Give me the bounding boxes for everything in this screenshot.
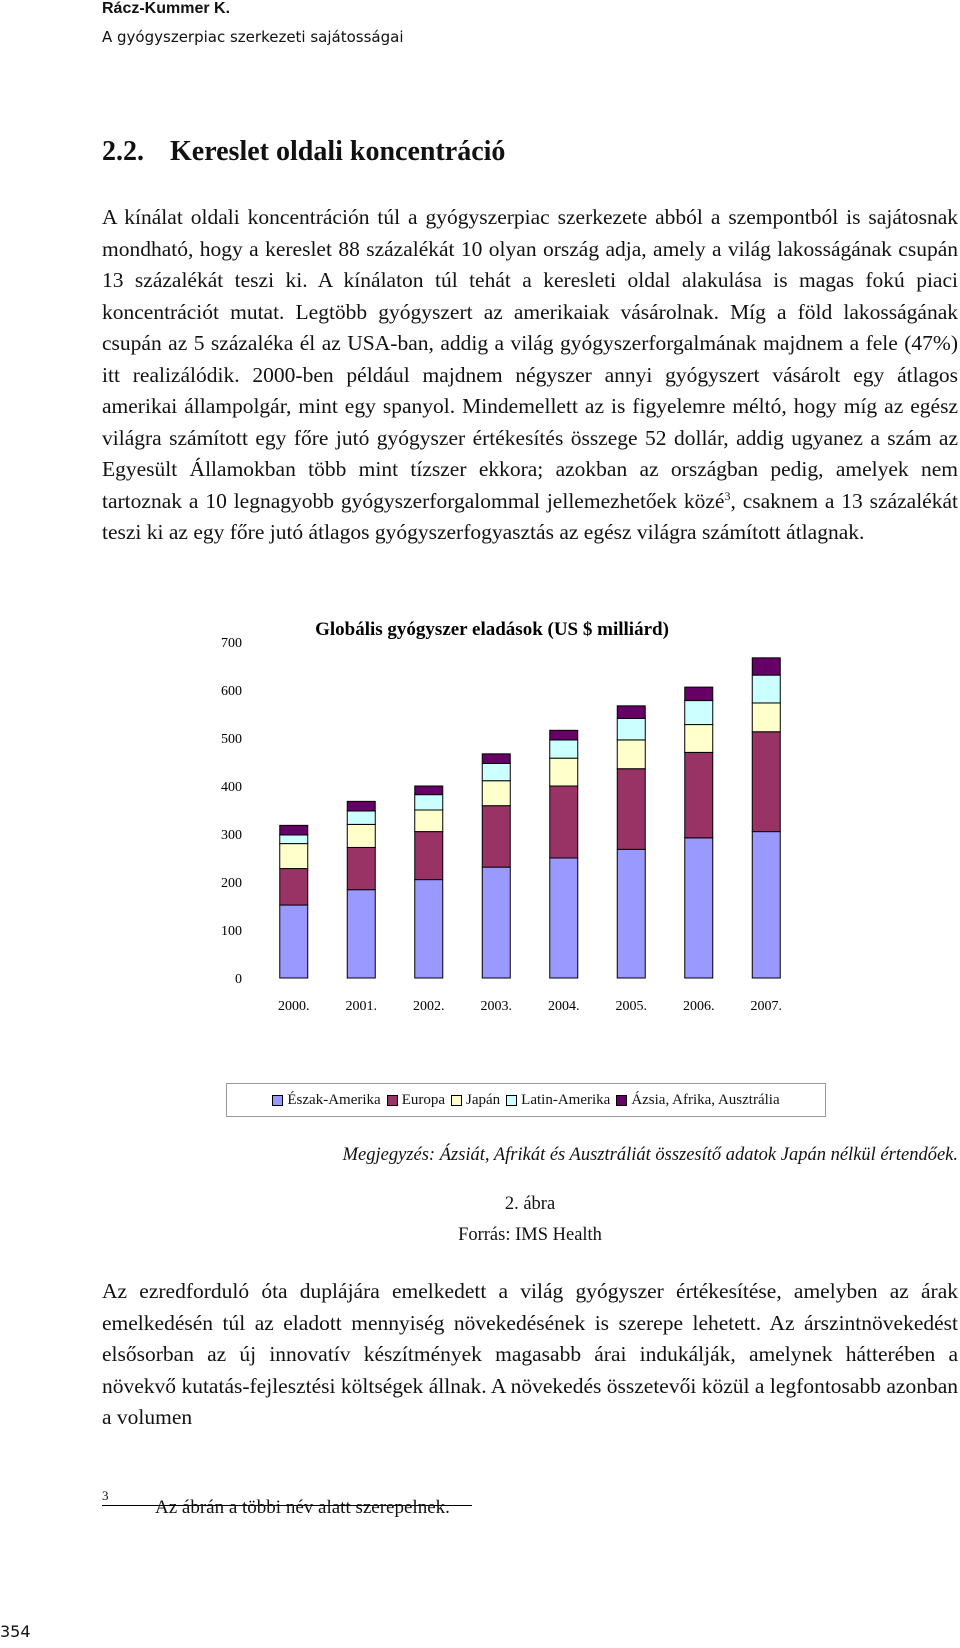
bar-segment bbox=[280, 835, 308, 844]
legend-item bbox=[506, 1092, 610, 1109]
legend-swatch bbox=[506, 1095, 517, 1106]
bar-segment bbox=[280, 905, 308, 978]
legend-item bbox=[616, 1092, 779, 1109]
x-tick-label: 2001. bbox=[345, 999, 377, 1014]
bar-segment bbox=[752, 832, 780, 978]
header-title: A gyógyszerpiac szerkezeti sajátosságai bbox=[102, 28, 404, 46]
bar-segment bbox=[347, 847, 375, 889]
bar-segment bbox=[685, 725, 713, 753]
legend-item bbox=[451, 1092, 500, 1109]
x-tick-label: 2003. bbox=[480, 999, 512, 1014]
footnote-text: Az ábrán a többi név alatt szerepelnek. bbox=[155, 1497, 450, 1518]
bar-segment bbox=[280, 869, 308, 905]
legend-swatch bbox=[387, 1095, 398, 1106]
bar-segment bbox=[347, 890, 375, 978]
section-title: Kereslet oldali koncentráció bbox=[170, 136, 506, 167]
bar-segment bbox=[685, 752, 713, 837]
bar-segment bbox=[617, 849, 645, 978]
bar-segment bbox=[617, 740, 645, 769]
bar-segment bbox=[550, 740, 578, 758]
legend-label: Latin-Amerika bbox=[521, 1091, 611, 1108]
bar-segment bbox=[685, 687, 713, 700]
bar-segment bbox=[415, 795, 443, 810]
legend-label: Japán bbox=[466, 1091, 501, 1108]
bar-segment bbox=[347, 801, 375, 811]
x-tick-label: 2002. bbox=[413, 999, 445, 1014]
page-number: 354 bbox=[0, 1622, 31, 1641]
bar-segment bbox=[415, 832, 443, 880]
bar-segment bbox=[482, 806, 510, 867]
figure-source: Forrás: IMS Health bbox=[458, 1225, 602, 1245]
header-author: Rácz-Kummer K. bbox=[102, 0, 231, 17]
legend-item bbox=[387, 1092, 445, 1109]
bar-segment bbox=[617, 706, 645, 718]
bar-segment bbox=[280, 825, 308, 835]
x-tick-label: 2006. bbox=[683, 999, 715, 1014]
bar-segment bbox=[550, 858, 578, 978]
bar-segment bbox=[415, 786, 443, 795]
bar-segment bbox=[617, 769, 645, 850]
chart-title: Globális gyógyszer eladások (US $ milliárd) bbox=[315, 620, 669, 640]
x-tick-label: 2000. bbox=[278, 999, 310, 1014]
bar-segment bbox=[415, 880, 443, 978]
bar-segment bbox=[482, 867, 510, 978]
legend-item bbox=[272, 1092, 380, 1109]
x-tick-label: 2005. bbox=[615, 999, 647, 1014]
bar-segment bbox=[550, 758, 578, 786]
legend-swatch bbox=[272, 1095, 283, 1106]
bar-segment bbox=[347, 824, 375, 847]
legend-label: Ázsia, Afrika, Ausztrália bbox=[631, 1091, 780, 1108]
legend-swatch bbox=[451, 1095, 462, 1106]
bar-segment bbox=[685, 838, 713, 978]
bar-segment bbox=[482, 781, 510, 806]
bar-segment bbox=[752, 675, 780, 703]
sales-chart bbox=[210, 620, 850, 1130]
bar-segment bbox=[752, 732, 780, 832]
y-tick-label: 600 bbox=[221, 684, 242, 699]
y-tick-label: 0 bbox=[235, 972, 242, 987]
bar-segment bbox=[482, 754, 510, 764]
x-tick-label: 2004. bbox=[548, 999, 580, 1014]
bar-segment bbox=[550, 786, 578, 858]
footnote-ref[interactable]: 3 bbox=[724, 488, 731, 503]
legend-swatch bbox=[616, 1095, 627, 1106]
footnote-mark: 3 bbox=[102, 1488, 109, 1503]
chart-svg bbox=[210, 620, 850, 1130]
legend-label: Észak-Amerika bbox=[287, 1091, 381, 1108]
paragraph-1-text: A kínálat oldali koncentráción túl a gyógyszerpiac szerkezete abból a szempontból is sajátosnak mondható, hogy a kereslet 88 százalékát 10 olyan ország adja, amely a világ lakosságának csupán 13 százalékát teszi ki. A kínálaton túl tehát a keresleti oldal alakulása is magas fokú piaci koncentrációt mutat. Legtöbb gyógyszert az amerikaiak vásárolnak. Míg a föld lakosságának csupán az 5 százaléka él az USA-ban, addig a világ gyógyszerforgalmának majdnem a fele (47%) itt realizálódik. 2000-ben például majdnem négyszer annyi gyógyszert vásárolt egy átlagos amerikai állampolgár, mint egy spanyol. Mindemellett az is figyelemre méltó, hogy míg az egész világra számított egy főre jutó gyógyszer értékesítés összege 52 dollár, addig ugyanez a szám az Egyesült Államokban több mint tízszer ekkora; azokban az országban pedig, amelyek nem tartoznak a 10 legnagyobb gyógyszerforgalommal jellemezhetőek közé bbox=[102, 205, 958, 513]
paragraph-1-text-end: , csaknem a 13 százalékát teszi ki az egy főre jutó átlagos gyógyszerfogyasztás az egész világra számított átlagnak. bbox=[102, 488, 958, 544]
bar-segment bbox=[482, 763, 510, 780]
bar-segment bbox=[752, 658, 780, 675]
bar-segment bbox=[752, 703, 780, 732]
y-tick-label: 700 bbox=[221, 636, 242, 651]
legend-label: Europa bbox=[401, 1091, 446, 1108]
section-heading bbox=[102, 136, 505, 168]
y-tick-label: 400 bbox=[221, 780, 242, 795]
body-paragraph-1 bbox=[102, 202, 958, 549]
bar-segment bbox=[617, 718, 645, 740]
y-tick-label: 300 bbox=[221, 828, 242, 843]
bar-segment bbox=[685, 701, 713, 725]
section-number: 2.2. bbox=[102, 136, 144, 167]
chart-legend bbox=[226, 1083, 826, 1117]
x-tick-label: 2007. bbox=[750, 999, 782, 1014]
bar-segment bbox=[347, 811, 375, 824]
bar-segment bbox=[415, 810, 443, 832]
y-tick-label: 200 bbox=[221, 876, 242, 891]
y-tick-label: 100 bbox=[221, 924, 242, 939]
bar-segment bbox=[550, 730, 578, 740]
figure-note: Megjegyzés: Ázsiát, Afrikát és Ausztráliát összesítő adatok Japán nélkül értendőek. bbox=[342, 1145, 958, 1165]
figure-label: 2. ábra bbox=[504, 1194, 556, 1214]
body-paragraph-2: Az ezredforduló óta duplájára emelkedett a világ gyógyszer értékesítése, amelyben az árak emelkedésén túl az eladott mennyiség növekedésének is szerepe lehetett. Az árszintnövekedést elsősorban az új innovatív készítmények magasabb árai indukálják, amelynek hátterében a növekvő kutatás-fejlesztési költségek állnak. A növekedés összetevői közül a legfontosabb azonban a volumen bbox=[102, 1279, 958, 1429]
y-tick-label: 500 bbox=[221, 732, 242, 747]
bar-segment bbox=[280, 844, 308, 869]
